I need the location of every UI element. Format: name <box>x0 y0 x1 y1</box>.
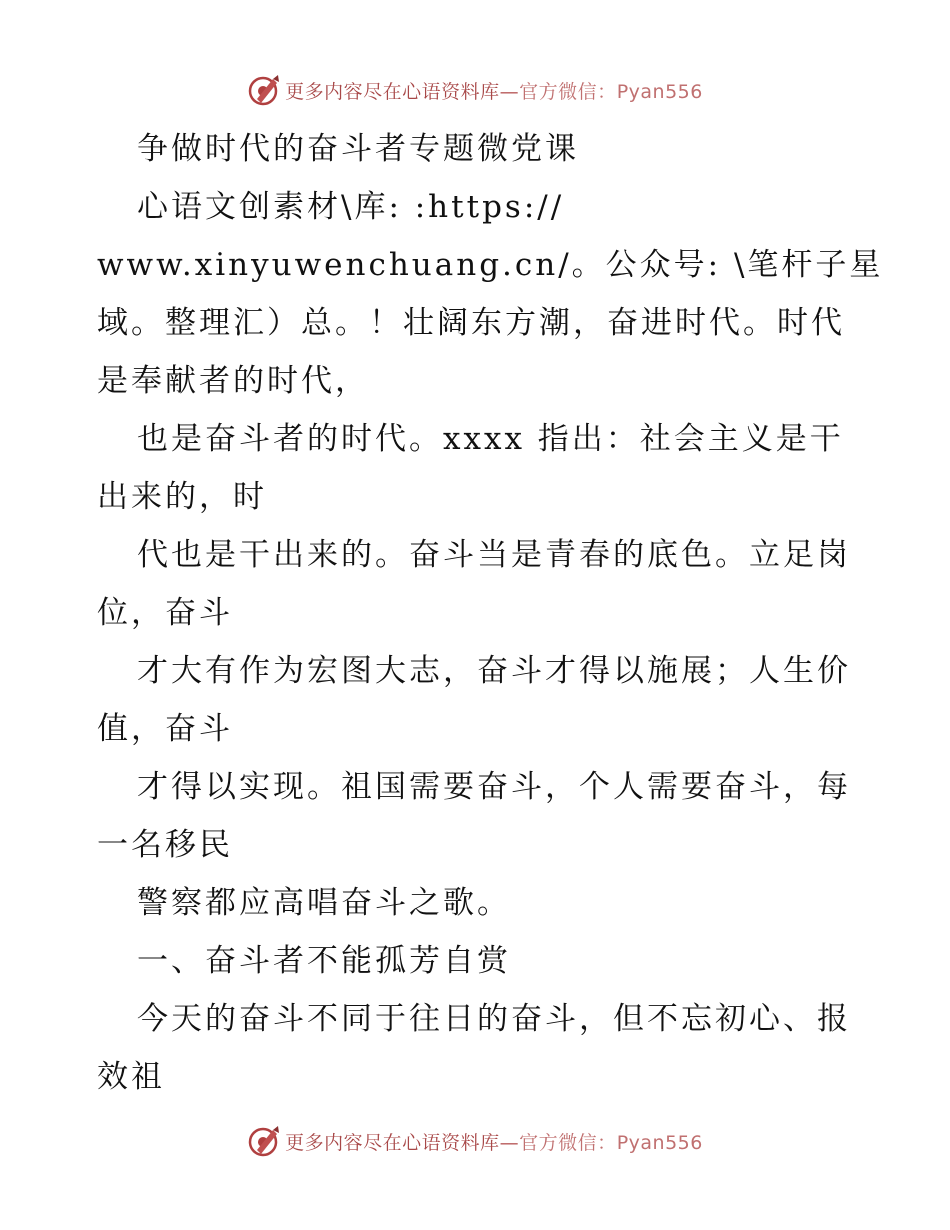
doc-line: 心语文创素材\库: :https:// <box>137 189 565 225</box>
watermark-wechat-id: Pyan556 <box>616 1131 703 1154</box>
doc-line: 今天的奋斗不同于往日的奋斗，但不忘初心、报 <box>137 1001 851 1037</box>
doc-line: 域。整理汇）总。！壮阔东方潮，奋进时代。时代 <box>97 305 845 341</box>
watermark-brand: 更多内容尽在心语资料库 <box>285 80 500 103</box>
doc-line: 才大有作为宏图大志，奋斗才得以施展；人生价 <box>137 653 851 689</box>
doc-line: 才得以实现。祖国需要奋斗，个人需要奋斗，每 <box>137 769 851 805</box>
doc-line: 也是奋斗者的时代。xxxx 指出：社会主义是干 <box>137 421 844 457</box>
watermark-separator: — <box>499 80 520 103</box>
watermark-wechat-label: 官方微信： <box>519 80 617 103</box>
watermark-text <box>285 77 703 104</box>
header-watermark <box>0 70 950 110</box>
doc-line: www.xinyuwenchuang.cn/。公众号: \笔杆子星 <box>97 247 884 283</box>
watermark-wechat-label: 官方微信： <box>519 1131 617 1154</box>
doc-line: 值，奋斗 <box>97 711 233 747</box>
doc-line: 效祖 <box>97 1059 165 1095</box>
section-heading: 一、奋斗者不能孤芳自赏 <box>137 943 511 979</box>
doc-line: 是奉献者的时代， <box>97 363 369 399</box>
watermark-wechat-id: Pyan556 <box>616 80 703 103</box>
doc-line: 代也是干出来的。奋斗当是青春的底色。立足岗 <box>137 537 851 573</box>
watermark-separator: — <box>499 1131 520 1154</box>
document-body <box>97 120 884 1106</box>
doc-line: 位，奋斗 <box>97 595 233 631</box>
watermark-brand: 更多内容尽在心语资料库 <box>285 1131 500 1154</box>
doc-line: 出来的，时 <box>97 479 267 515</box>
doc-title: 争做时代的奋斗者专题微党课 <box>137 131 579 167</box>
doc-line: 一名移民 <box>97 827 233 863</box>
pen-nib-logo-icon <box>247 1124 281 1158</box>
watermark-text <box>285 1128 703 1155</box>
footer-watermark <box>0 1121 950 1161</box>
doc-line: 警察都应高唱奋斗之歌。 <box>137 885 511 921</box>
pen-nib-logo-icon <box>247 73 281 107</box>
